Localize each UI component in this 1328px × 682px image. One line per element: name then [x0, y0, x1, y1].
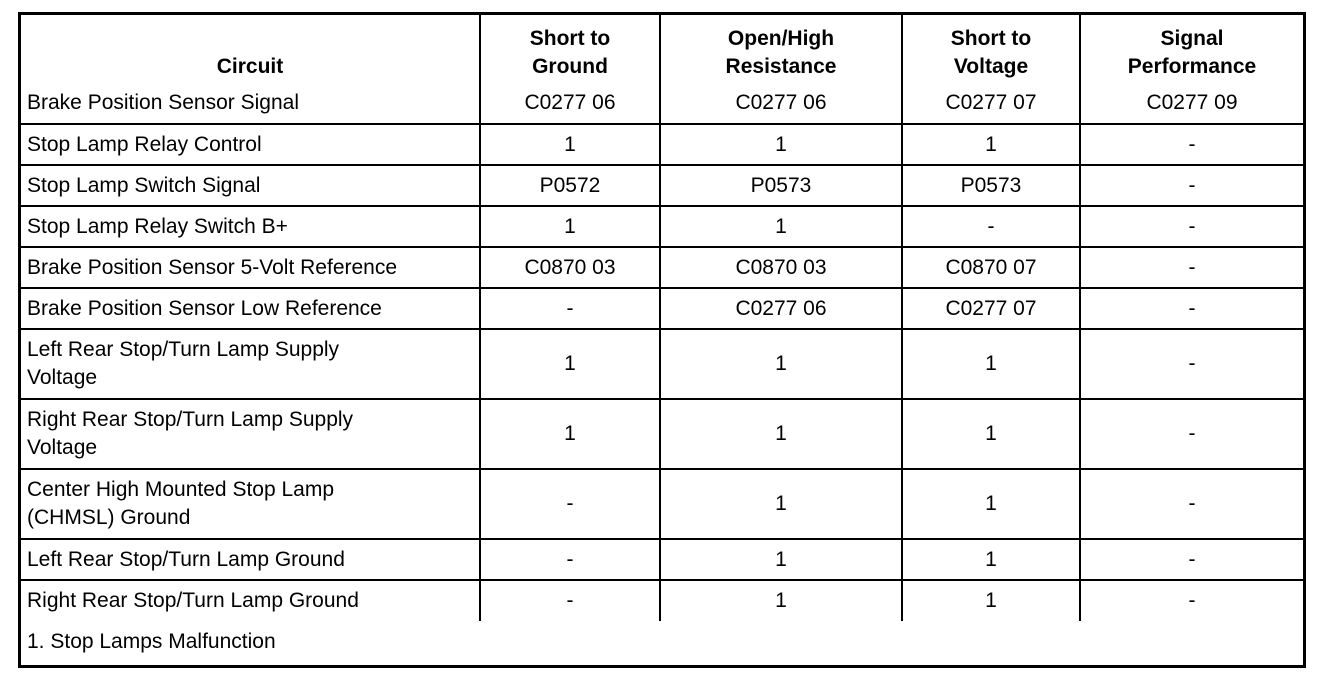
short-to-ground-cell: 1: [480, 329, 660, 399]
circuit-name-cell: Stop Lamp Relay Control: [21, 124, 480, 165]
signal-performance-cell: -: [1080, 124, 1303, 165]
header-open-high-resistance: Open/High Resistance: [660, 15, 902, 83]
short-to-ground-cell: 1: [480, 206, 660, 247]
circuit-name-cell: Left Rear Stop/Turn Lamp Supply Voltage: [21, 329, 480, 399]
short-to-voltage-cell: 1: [902, 329, 1080, 399]
open-high-resistance-cell: 1: [660, 580, 902, 621]
signal-performance-cell: -: [1080, 247, 1303, 288]
open-high-resistance-cell: 1: [660, 399, 902, 469]
circuit-name-cell: Stop Lamp Switch Signal: [21, 165, 480, 206]
short-to-voltage-cell: 1: [902, 539, 1080, 580]
signal-performance-cell: -: [1080, 288, 1303, 329]
table-row: [21, 247, 1303, 288]
table-body: [21, 83, 1303, 621]
signal-performance-cell: -: [1080, 165, 1303, 206]
circuit-name-cell: Right Rear Stop/Turn Lamp Supply Voltage: [21, 399, 480, 469]
signal-performance-cell: -: [1080, 580, 1303, 621]
header-row: [21, 15, 1303, 83]
circuit-name-cell: Brake Position Sensor Low Reference: [21, 288, 480, 329]
header-signal-performance: Signal Performance: [1080, 15, 1303, 83]
header-short-to-ground: Short to Ground: [480, 15, 660, 83]
signal-performance-cell: -: [1080, 329, 1303, 399]
open-high-resistance-cell: C0277 06: [660, 83, 902, 124]
short-to-voltage-cell: C0277 07: [902, 288, 1080, 329]
open-high-resistance-cell: C0277 06: [660, 288, 902, 329]
signal-performance-cell: -: [1080, 399, 1303, 469]
table-row: [21, 124, 1303, 165]
short-to-voltage-cell: 1: [902, 124, 1080, 165]
open-high-resistance-cell: 1: [660, 124, 902, 165]
signal-performance-cell: -: [1080, 539, 1303, 580]
short-to-ground-cell: C0870 03: [480, 247, 660, 288]
table-row: [21, 399, 1303, 469]
table-row: [21, 539, 1303, 580]
open-high-resistance-cell: P0573: [660, 165, 902, 206]
signal-performance-cell: -: [1080, 206, 1303, 247]
circuit-name-cell: Brake Position Sensor Signal: [21, 83, 480, 124]
short-to-voltage-cell: 1: [902, 469, 1080, 539]
open-high-resistance-cell: 1: [660, 206, 902, 247]
short-to-ground-cell: -: [480, 469, 660, 539]
short-to-ground-cell: C0277 06: [480, 83, 660, 124]
circuit-name-cell: Stop Lamp Relay Switch B+: [21, 206, 480, 247]
footnote: 1. Stop Lamps Malfunction: [27, 629, 276, 653]
table-row: [21, 83, 1303, 124]
short-to-ground-cell: -: [480, 580, 660, 621]
open-high-resistance-cell: 1: [660, 469, 902, 539]
circuit-diagnostic-table: [21, 15, 1303, 662]
open-high-resistance-cell: 1: [660, 329, 902, 399]
header-circuit: Circuit: [21, 15, 480, 83]
footnote-row: [21, 621, 1303, 662]
table-row: [21, 206, 1303, 247]
signal-performance-cell: -: [1080, 469, 1303, 539]
signal-performance-cell: C0277 09: [1080, 83, 1303, 124]
short-to-voltage-cell: P0573: [902, 165, 1080, 206]
short-to-voltage-cell: 1: [902, 399, 1080, 469]
short-to-ground-cell: 1: [480, 399, 660, 469]
table-row: [21, 469, 1303, 539]
table-row: [21, 288, 1303, 329]
circuit-name-cell: Left Rear Stop/Turn Lamp Ground: [21, 539, 480, 580]
table-row: [21, 329, 1303, 399]
circuit-name-cell: Brake Position Sensor 5-Volt Reference: [21, 247, 480, 288]
open-high-resistance-cell: 1: [660, 539, 902, 580]
short-to-voltage-cell: C0870 07: [902, 247, 1080, 288]
short-to-ground-cell: P0572: [480, 165, 660, 206]
header-short-to-voltage: Short to Voltage: [902, 15, 1080, 83]
short-to-ground-cell: -: [480, 539, 660, 580]
circuit-diagnostic-table-frame: [18, 12, 1306, 668]
short-to-voltage-cell: -: [902, 206, 1080, 247]
circuit-name-cell: Right Rear Stop/Turn Lamp Ground: [21, 580, 480, 621]
short-to-ground-cell: 1: [480, 124, 660, 165]
short-to-voltage-cell: 1: [902, 580, 1080, 621]
short-to-voltage-cell: C0277 07: [902, 83, 1080, 124]
table-row: [21, 580, 1303, 621]
short-to-ground-cell: -: [480, 288, 660, 329]
circuit-name-cell: Center High Mounted Stop Lamp (CHMSL) Ground: [21, 469, 480, 539]
open-high-resistance-cell: C0870 03: [660, 247, 902, 288]
table-row: [21, 165, 1303, 206]
